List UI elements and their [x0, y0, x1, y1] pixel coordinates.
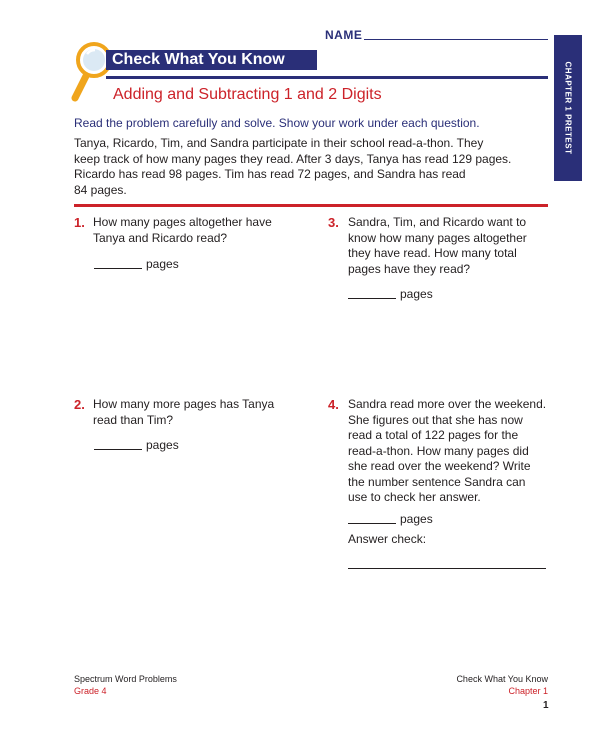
question-1: [74, 215, 309, 246]
unit-label: pages: [400, 287, 433, 301]
question-text: [93, 397, 309, 428]
footer-section-title: Check What You Know: [456, 674, 548, 684]
intro-line: Tanya, Ricardo, Tim, and Sandra participate in their school read-a-thon. They: [74, 136, 484, 150]
answer-check-label: Answer check:: [348, 532, 427, 546]
footer-grade: Grade 4: [74, 686, 107, 696]
question-number: 3.: [328, 215, 339, 230]
side-tab-label: CHAPTER 1 PRETEST: [563, 61, 573, 155]
page-number: 1: [543, 700, 549, 711]
footer-chapter: Chapter 1: [508, 686, 548, 696]
instructions: Read the problem carefully and solve. Show your work under each question.: [74, 116, 480, 130]
intro-line: keep track of how many pages they read. After 3 days, Tanya has read 129 pages.: [74, 151, 512, 166]
question-line: pages have they read?: [348, 261, 471, 276]
unit-label: pages: [146, 257, 179, 271]
question-line: How many pages altogether have: [93, 215, 272, 229]
question-number: 4.: [328, 397, 339, 412]
unit-label: pages: [400, 512, 433, 526]
question-line: read than Tim?: [93, 412, 174, 427]
intro-line: 84 pages.: [74, 182, 127, 197]
answer-blank[interactable]: [94, 268, 142, 269]
question-text: [348, 397, 552, 506]
question-3: [328, 215, 550, 277]
unit-label: pages: [146, 438, 179, 452]
section-divider: [74, 204, 548, 207]
title-rule: [106, 76, 548, 79]
question-line: they have read. How many total: [348, 246, 517, 260]
question-4: [328, 397, 552, 506]
intro-paragraph: [74, 136, 552, 198]
answer-check-line[interactable]: [348, 568, 546, 569]
answer-blank[interactable]: [94, 449, 142, 450]
question-line: the number sentence Sandra can: [348, 474, 526, 489]
question-line: How many more pages has Tanya: [93, 397, 275, 411]
question-line: Sandra, Tim, and Ricardo want to: [348, 215, 527, 229]
question-text: [348, 215, 550, 277]
answer-blank[interactable]: [348, 523, 396, 524]
question-line: Tanya and Ricardo read?: [93, 230, 228, 245]
question-number: 2.: [74, 397, 85, 412]
question-line: use to check her answer.: [348, 490, 481, 504]
chapter-side-tab: [554, 35, 582, 181]
page-subtitle: Adding and Subtracting 1 and 2 Digits: [113, 86, 382, 103]
question-line: Sandra read more over the weekend.: [348, 397, 547, 411]
question-line: read-a-thon. How many pages did: [348, 443, 529, 458]
page-title: Check What You Know: [112, 51, 285, 68]
name-label: NAME: [325, 28, 363, 42]
name-line[interactable]: [364, 39, 548, 40]
answer-blank[interactable]: [348, 298, 396, 299]
question-text: [93, 215, 309, 246]
question-line: She figures out that she has now: [348, 412, 523, 427]
question-line: know how many pages altogether: [348, 230, 527, 245]
intro-line: Ricardo has read 98 pages. Tim has read 72 pages, and Sandra has read: [74, 167, 466, 181]
question-number: 1.: [74, 215, 85, 230]
question-line: read a total of 122 pages for the: [348, 428, 519, 442]
footer-book-title: Spectrum Word Problems: [74, 674, 177, 684]
question-2: [74, 397, 309, 428]
title-banner: [106, 50, 317, 70]
question-line: she read over the weekend? Write: [348, 459, 531, 473]
